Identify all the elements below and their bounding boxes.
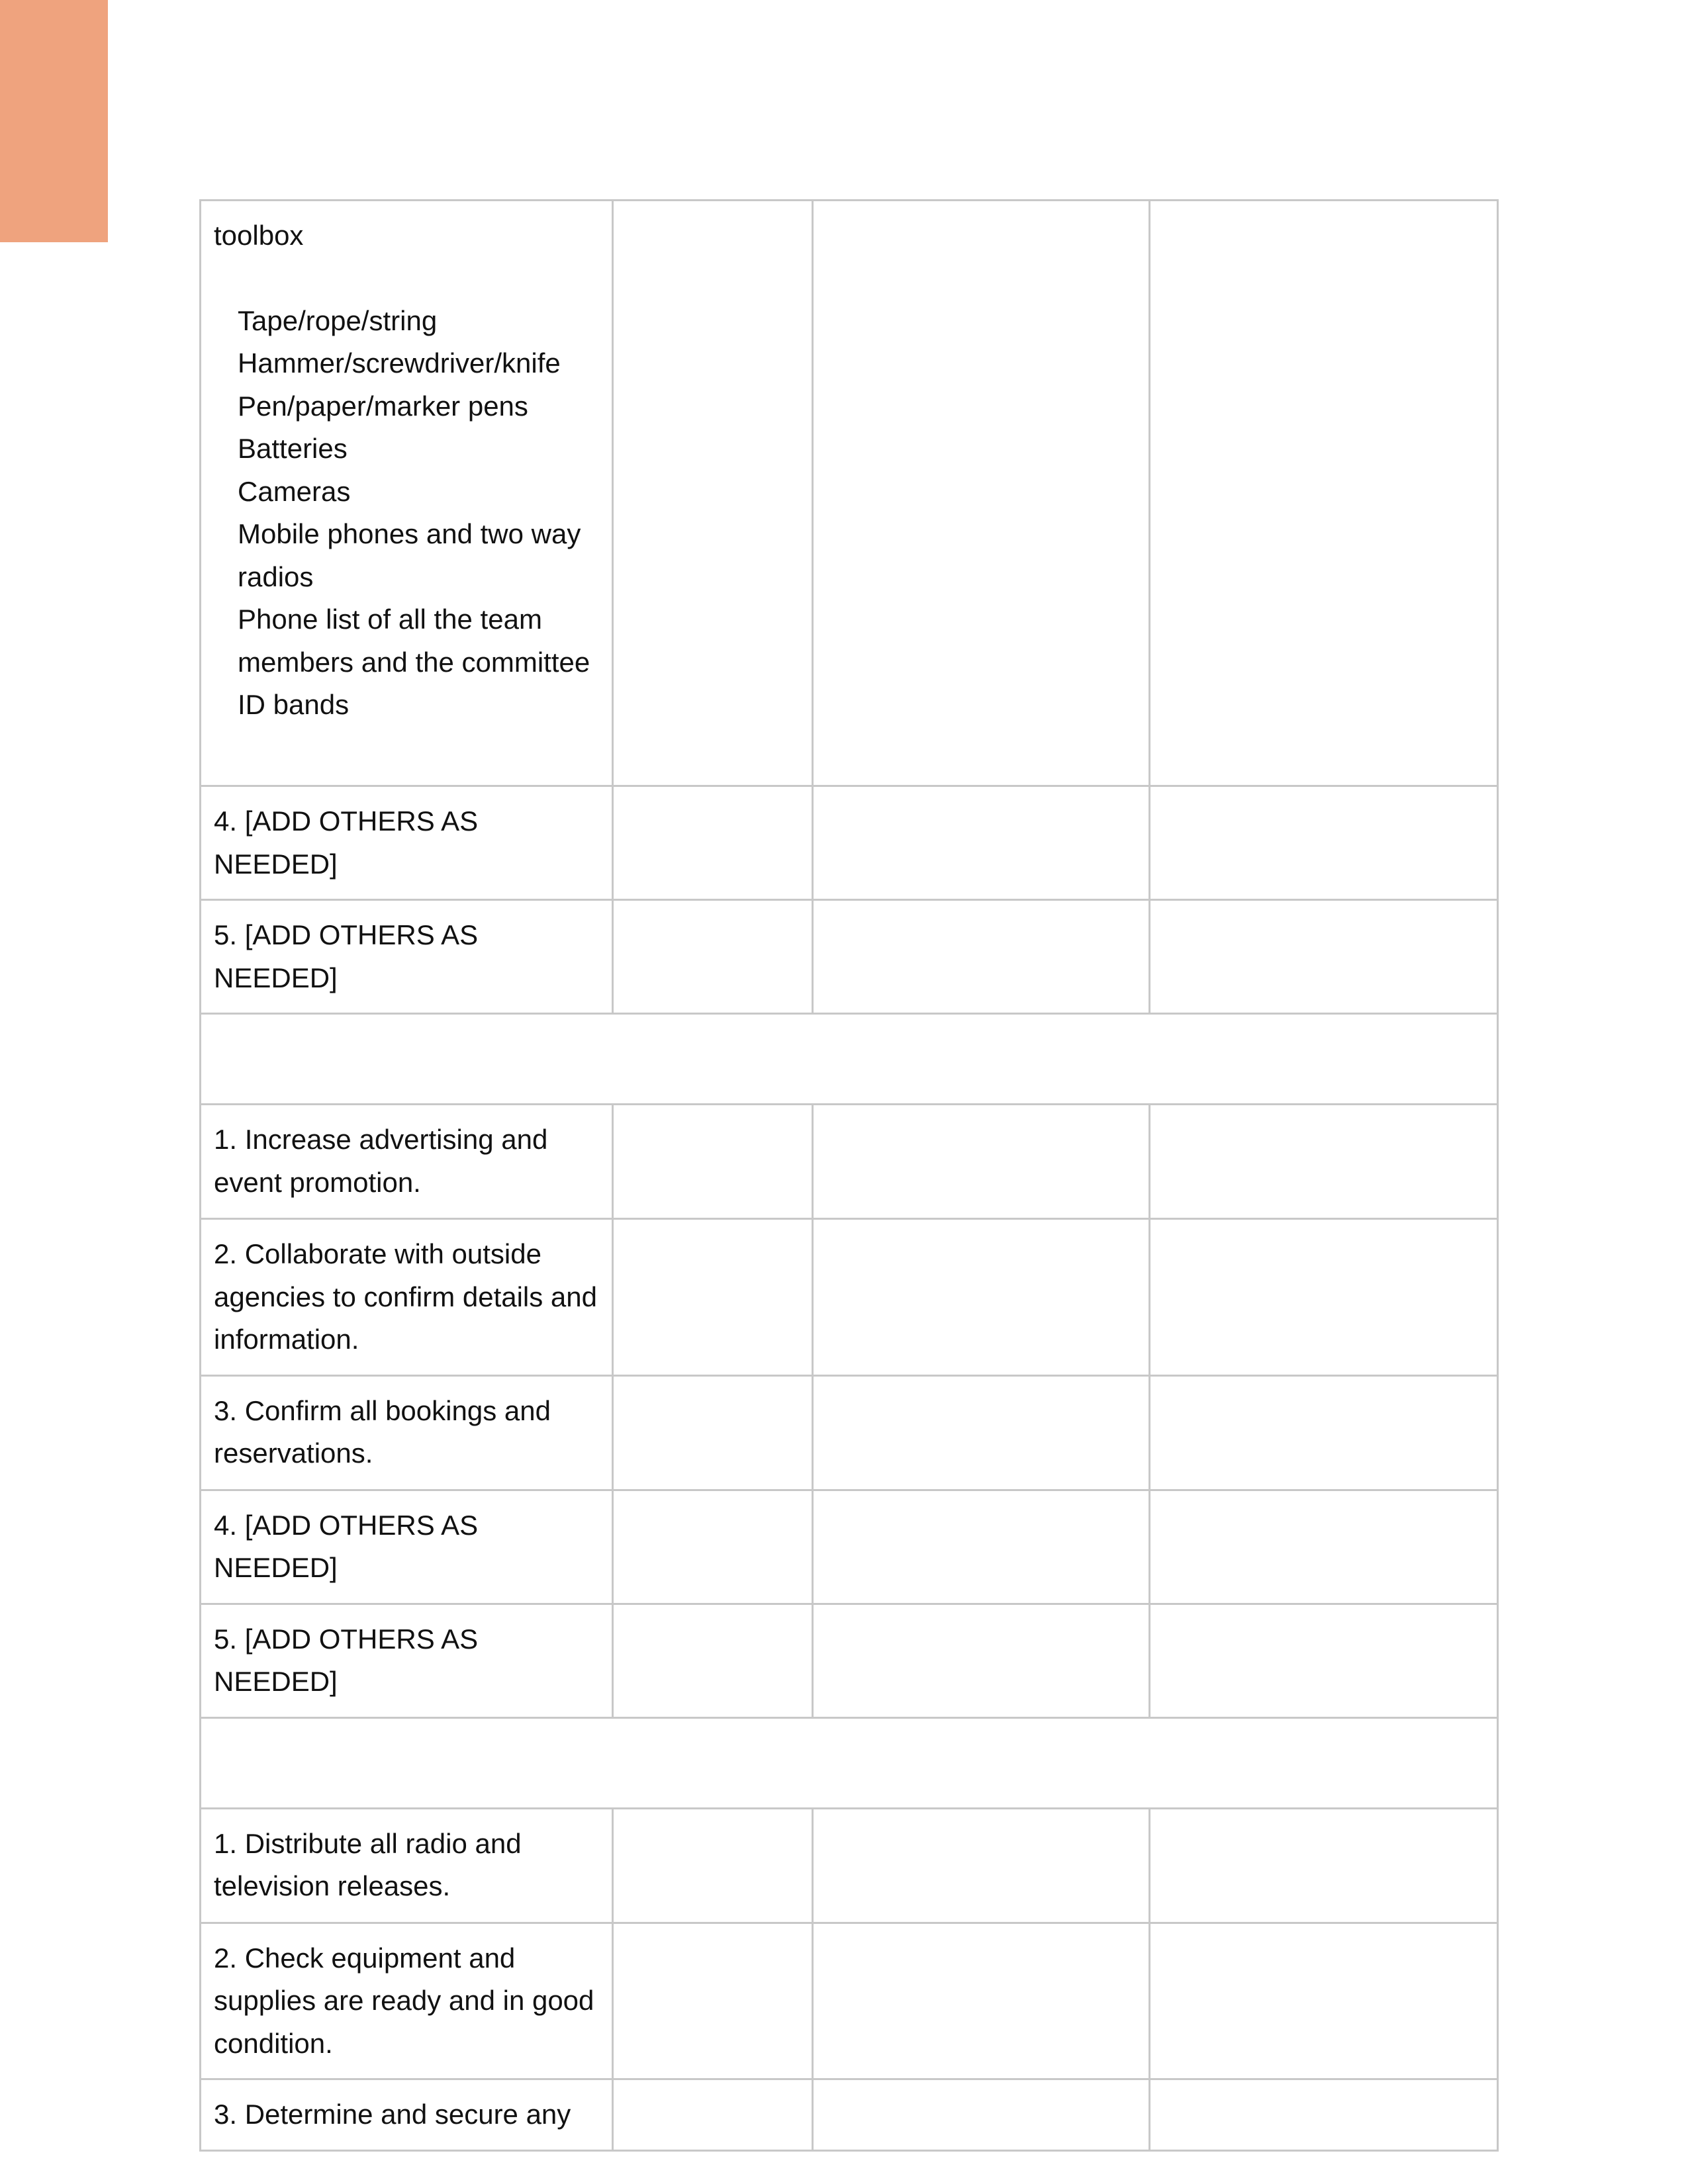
empty-cell[interactable] xyxy=(1150,2079,1498,2151)
task-cell: 5. [ADD OTHERS AS NEEDED] xyxy=(201,1604,613,1717)
table-row xyxy=(201,1923,1498,2079)
toolbox-item: Cameras xyxy=(238,475,351,507)
empty-cell[interactable] xyxy=(813,2079,1150,2151)
section-separator-row xyxy=(201,1717,1498,1808)
table-row xyxy=(201,1375,1498,1490)
empty-cell[interactable] xyxy=(1150,900,1498,1014)
task-cell: 1. Increase advertising and event promotion. xyxy=(201,1105,613,1219)
empty-cell[interactable] xyxy=(813,1105,1150,1219)
empty-cell[interactable] xyxy=(1150,786,1498,900)
empty-cell[interactable] xyxy=(1150,1105,1498,1219)
empty-cell[interactable] xyxy=(613,786,813,900)
empty-cell[interactable] xyxy=(613,1808,813,1923)
empty-cell[interactable] xyxy=(613,900,813,1014)
task-cell: 4. [ADD OTHERS AS NEEDED] xyxy=(201,786,613,900)
empty-cell[interactable] xyxy=(813,1490,1150,1604)
empty-cell[interactable] xyxy=(813,900,1150,1014)
empty-cell[interactable] xyxy=(1150,1219,1498,1376)
task-cell: 4. [ADD OTHERS AS NEEDED] xyxy=(201,1490,613,1604)
corner-accent-tab xyxy=(0,0,108,242)
empty-cell[interactable] xyxy=(613,1604,813,1717)
empty-cell[interactable] xyxy=(613,1490,813,1604)
empty-cell[interactable] xyxy=(613,1923,813,2079)
empty-cell[interactable] xyxy=(613,1219,813,1376)
toolbox-item: Hammer/screwdriver/knife xyxy=(238,347,561,379)
table-row-toolbox xyxy=(201,201,1498,786)
toolbox-item: Mobile phones and two way radios xyxy=(238,518,581,592)
section-separator-cell[interactable] xyxy=(201,1014,1498,1105)
empty-cell[interactable] xyxy=(813,786,1150,900)
table-row xyxy=(201,1490,1498,1604)
empty-cell[interactable] xyxy=(813,1923,1150,2079)
toolbox-item-list xyxy=(214,300,600,727)
task-cell: 3. Determine and secure any xyxy=(201,2079,613,2151)
empty-cell[interactable] xyxy=(613,2079,813,2151)
toolbox-item: Pen/paper/marker pens xyxy=(238,390,528,422)
task-cell: 1. Distribute all radio and television releases. xyxy=(201,1808,613,1923)
table-row xyxy=(201,1219,1498,1376)
empty-cell[interactable] xyxy=(813,1219,1150,1376)
table-row xyxy=(201,900,1498,1014)
toolbox-item: ID bands xyxy=(238,689,350,720)
event-plan-table xyxy=(199,199,1499,2152)
table-row xyxy=(201,2079,1498,2151)
empty-cell[interactable] xyxy=(1150,1375,1498,1490)
empty-cell[interactable] xyxy=(1150,1604,1498,1717)
empty-cell[interactable] xyxy=(1150,1808,1498,1923)
section-separator-cell[interactable] xyxy=(201,1717,1498,1808)
toolbox-item: Batteries xyxy=(238,433,348,464)
task-cell: 3. Confirm all bookings and reservations. xyxy=(201,1375,613,1490)
task-cell: 2. Collaborate with outside agencies to confirm details and information. xyxy=(201,1219,613,1376)
task-cell: 2. Check equipment and supplies are ready and in good condition. xyxy=(201,1923,613,2079)
empty-cell[interactable] xyxy=(613,1105,813,1219)
toolbox-title: toolbox xyxy=(214,220,304,251)
empty-cell[interactable] xyxy=(813,201,1150,786)
empty-cell[interactable] xyxy=(1150,1923,1498,2079)
table-row xyxy=(201,786,1498,900)
task-cell: 5. [ADD OTHERS AS NEEDED] xyxy=(201,900,613,1014)
table-row xyxy=(201,1604,1498,1717)
table-row xyxy=(201,1105,1498,1219)
empty-cell[interactable] xyxy=(1150,1490,1498,1604)
empty-cell[interactable] xyxy=(613,201,813,786)
empty-cell[interactable] xyxy=(613,1375,813,1490)
empty-cell[interactable] xyxy=(813,1808,1150,1923)
section-separator-row xyxy=(201,1014,1498,1105)
empty-cell[interactable] xyxy=(1150,201,1498,786)
task-cell xyxy=(201,201,613,786)
table-row xyxy=(201,1808,1498,1923)
empty-cell[interactable] xyxy=(813,1375,1150,1490)
empty-cell[interactable] xyxy=(813,1604,1150,1717)
toolbox-item: Phone list of all the team members and the committee xyxy=(238,604,590,678)
toolbox-item: Tape/rope/string xyxy=(238,304,438,336)
